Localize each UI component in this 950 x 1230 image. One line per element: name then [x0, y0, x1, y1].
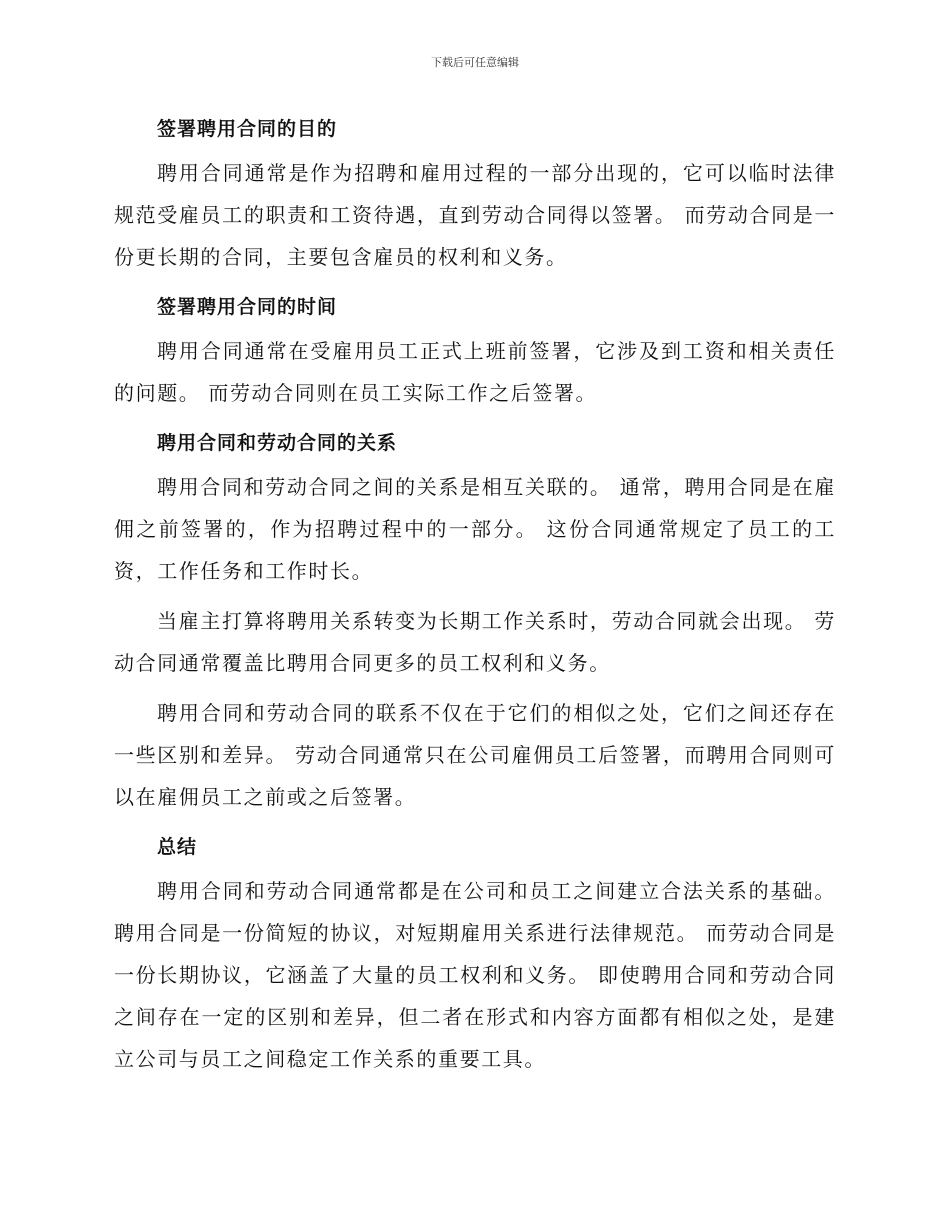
document-body: [114, 108, 836, 1088]
section-relationship: [114, 422, 836, 818]
section-heading: 聘用合同和劳动合同的关系: [157, 432, 398, 454]
page-header-note: 下载后可任意编辑: [431, 56, 519, 69]
paragraph: 聘用合同和劳动合同通常都是在公司和员工之间建立合法关系的基础。 聘用合同是一份简短的协议，对短期雇用关系进行法律规范。 而劳动合同是一份长期协议，它涵盖了大量的员工权利和义务。 即使聘用合同和劳动合同之间存在一定的区别和差异，但二者在形式和内容方面都有相似之处，是建立公司与员工之间稳定工作关系的重要工具。: [114, 879, 836, 1071]
paragraph: 聘用合同和劳动合同的联系不仅在于它们的相似之处，它们之间还存在一些区别和差异。 劳动合同通常只在公司雇佣员工后签署，而聘用合同则可以在雇佣员工之前或之后签署。: [114, 701, 836, 809]
section-timing: [114, 286, 836, 414]
section-heading: 总结: [157, 836, 198, 858]
paragraph: 当雇主打算将聘用关系转变为长期工作关系时，劳动合同就会出现。 劳动合同通常覆盖比聘用合同更多的员工权利和义务。: [114, 609, 836, 675]
paragraph: 聘用合同和劳动合同之间的关系是相互关联的。 通常，聘用合同是在雇佣之前签署的，作为招聘过程中的一部分。 这份合同通常规定了员工的工资，工作任务和工作时长。: [114, 475, 836, 583]
section-purpose: [114, 108, 836, 278]
paragraph: 聘用合同通常在受雇用员工正式上班前签署，它涉及到工资和相关责任的问题。 而劳动合同则在员工实际工作之后签署。: [114, 339, 836, 405]
section-summary: [114, 826, 836, 1080]
section-heading: 签署聘用合同的目的: [157, 118, 338, 140]
paragraph: 聘用合同通常是作为招聘和雇用过程的一部分出现的，它可以临时法律规范受雇员工的职责和工资待遇，直到劳动合同得以签署。 而劳动合同是一份更长期的合同，主要包含雇员的权利和义务。: [114, 161, 836, 269]
section-heading: 签署聘用合同的时间: [157, 296, 338, 318]
